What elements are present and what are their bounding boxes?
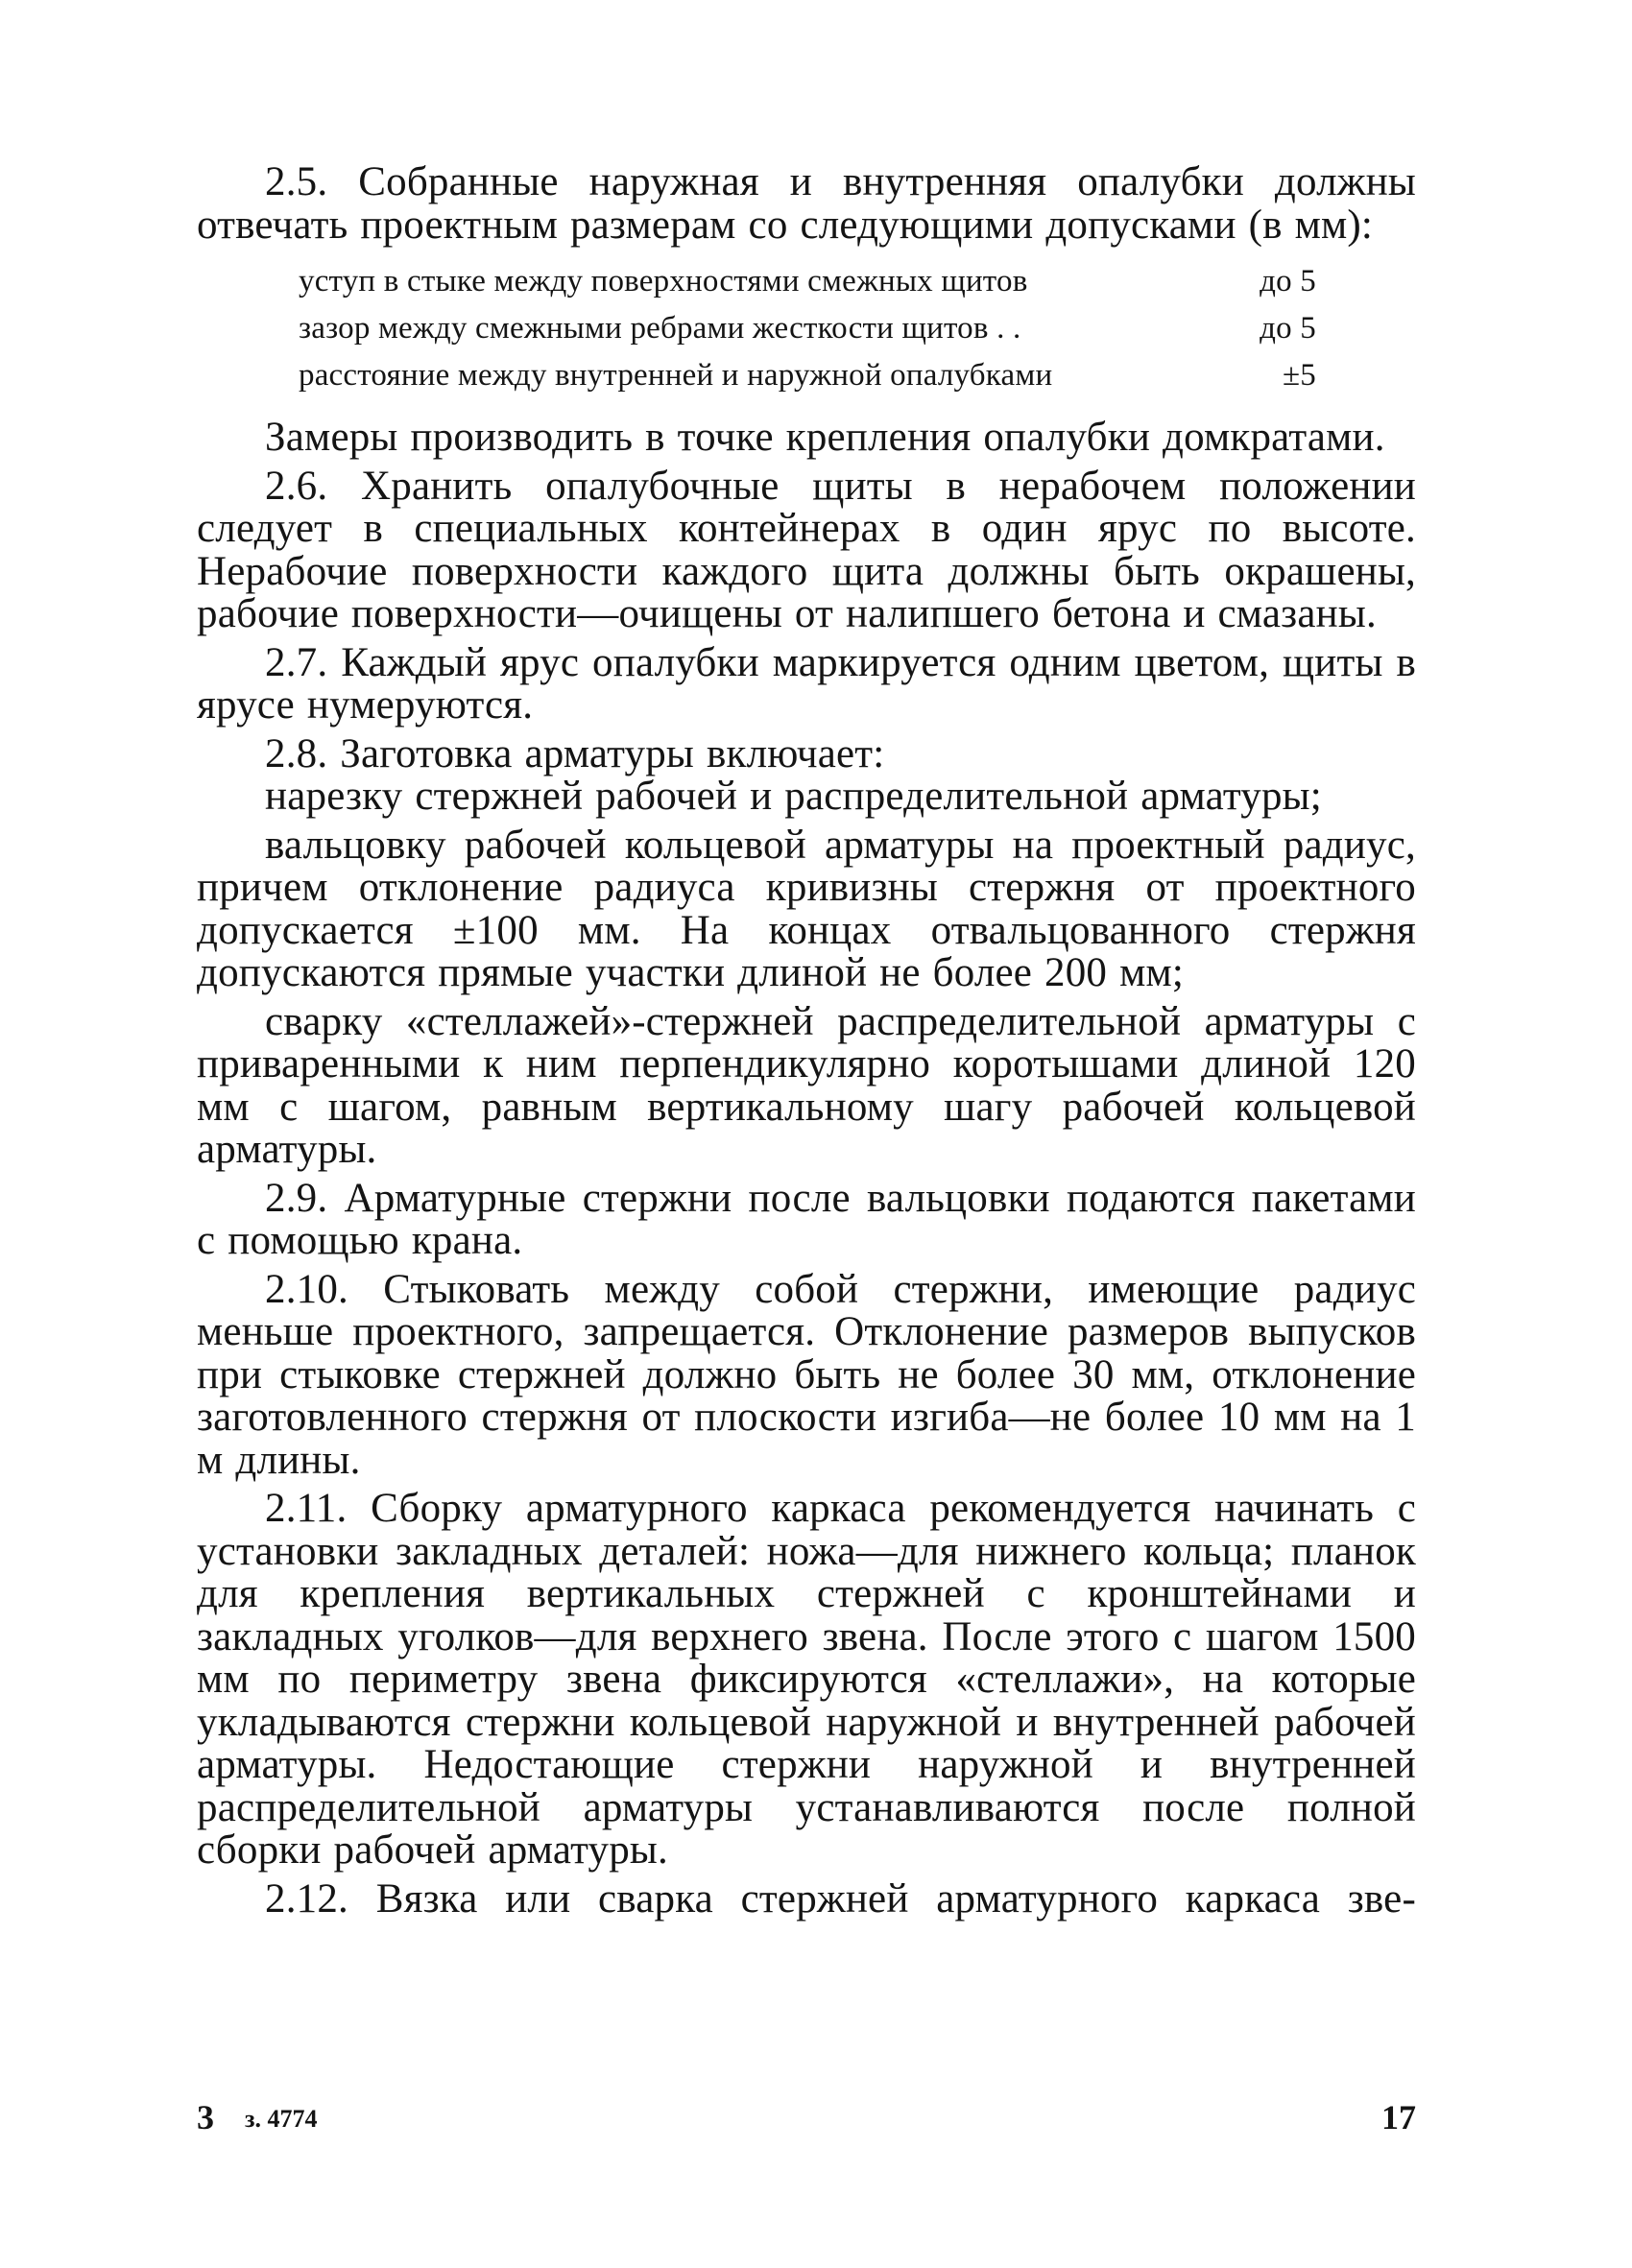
paragraph-2-11: 2.11. Сборку арматурного каркаса рекомендуется начинать с установки закладных деталей: ножа—для нижнего кольца; планок для крепления вертикальных стержней с кронштейнами и закладных уголков—для верхнего звена. После этого с шагом 1500 мм по периметру звена фиксируются «стеллажи», на которые укладываются стержни кольцевой наружной и внутренней рабочей арматуры. Недостающие стержни наружной и внутренней распределительной арматуры устанавливаются после полной сборки рабочей арматуры. bbox=[197, 1486, 1416, 1873]
paragraph-measurement: Замеры производить в точке крепления опалубки домкратами. bbox=[265, 415, 1385, 460]
tolerance-value: до 5 bbox=[1260, 311, 1316, 346]
tolerance-row bbox=[299, 305, 1316, 352]
tolerance-row bbox=[299, 258, 1316, 305]
page-body bbox=[197, 161, 1416, 1921]
paragraph-2-8-cutting: нарезку стержней рабочей и распределительной арматуры; bbox=[265, 774, 1322, 819]
paragraph-2-9: 2.9. Арматурные стержни после вальцовки подаются пакетами с помощью крана. bbox=[197, 1175, 1416, 1263]
tolerance-row bbox=[299, 352, 1316, 399]
tolerance-list bbox=[299, 258, 1316, 399]
tolerance-value: ±5 bbox=[1282, 358, 1316, 393]
paragraph-2-10: 2.10. Стыковать между собой стержни, имеющие радиус меньше проектного, запрещается. Отклонение размеров выпусков при стыковке стержней должно быть не более 30 мм, отклонение заготовленного стержня от плоскости изгиба—не более 10 мм на 1 м длины. bbox=[197, 1266, 1416, 1483]
tolerance-label: уступ в стыке между поверхностями смежных щитов bbox=[299, 264, 1028, 298]
paragraph-2-8-rolling: вальцовку рабочей кольцевой арматуры на проектный радиус, причем отклонение радиуса кривизны стержня от проектного допускается ±100 мм. На концах отвальцованного стержня допускаются прямые участки длиной не более 200 мм; bbox=[197, 822, 1416, 995]
tolerance-label: зазор между смежными ребрами жесткости щитов . . bbox=[299, 311, 1021, 346]
page-footer bbox=[197, 2097, 1416, 2136]
tolerance-label: расстояние между внутренней и наружной опалубками bbox=[299, 358, 1053, 393]
paragraph-2-5: 2.5. Собранные наружная и внутренняя опалубки должны отвечать проектным размерам со следующими допусками (в мм): bbox=[197, 159, 1416, 248]
paragraph-2-8-welding: сварку «стеллажей»-стержней распределительной арматуры с приваренными к ним перпендикулярно коротышами длиной 120 мм с шагом, равным вертикальному шагу рабочей кольцевой арматуры. bbox=[197, 998, 1416, 1172]
paragraph-2-12: 2.12. Вязка или сварка стержней арматурного каркаса зве- bbox=[265, 1875, 1416, 1922]
tolerance-value: до 5 bbox=[1260, 264, 1316, 298]
paragraph-2-8: 2.8. Заготовка арматуры включает: bbox=[265, 730, 885, 776]
sheet-number: 3 bbox=[197, 2098, 214, 2137]
paragraph-2-7: 2.7. Каждый ярус опалубки маркируется одним цветом, щиты в ярусе нумеруются. bbox=[197, 639, 1416, 728]
paragraph-2-6: 2.6. Хранить опалубочные щиты в нерабочем положении следует в специальных контейнерах в один ярус по высоте. Нерабочие поверхности каждого щита должны быть окрашены, рабочие поверхности—очищены от налипшего бетона и смазаны. bbox=[197, 463, 1416, 636]
page-number: 17 bbox=[1381, 2098, 1416, 2137]
print-order-number: з. 4774 bbox=[245, 2105, 318, 2133]
